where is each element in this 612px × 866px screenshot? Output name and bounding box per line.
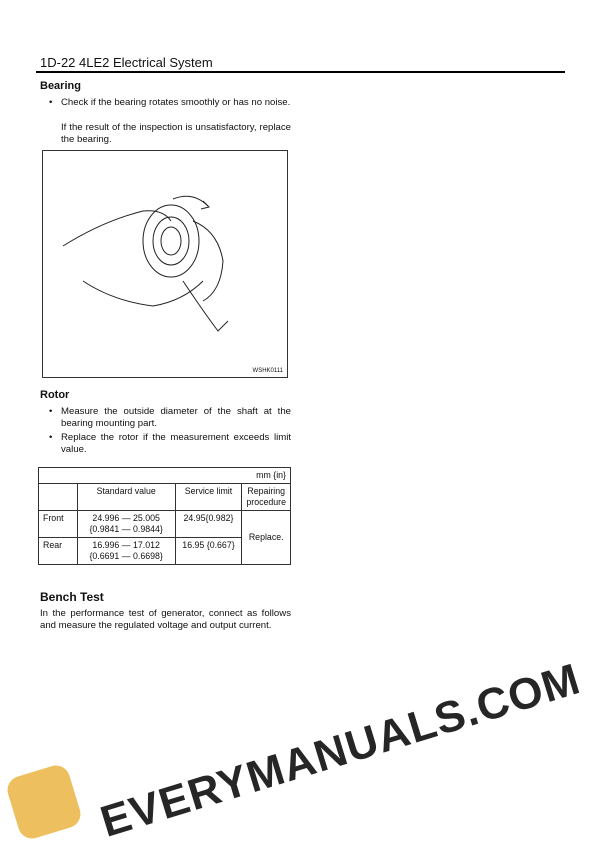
bullet-icon: • [49,432,53,443]
row-label: Front [39,511,78,538]
bearing-heading: Bearing [40,80,81,92]
header-rule [36,71,565,73]
bullet-icon: • [49,97,53,108]
header-blank [39,484,78,511]
service-limit: 24.95{0.982} [175,511,242,538]
rotor-bullet-2: Replace the rotor if the measurement exceeds limit value. [61,432,291,456]
bearing-note: If the result of the inspection is unsatisfactory, replace the bearing. [61,122,291,146]
unit-label: mm {in} [39,468,291,484]
watermark: EVERYMANUALS.COM [95,654,586,847]
bearing-illustration [43,151,287,377]
row-label: Rear [39,538,78,565]
bearing-figure [42,150,288,378]
bullet-icon: • [49,406,53,417]
header-limit: Service limit [175,484,242,511]
page-header: 1D-22 4LE2 Electrical System [40,55,213,70]
header-procedure: Repairing procedure [242,484,291,511]
service-limit: 16.95 {0.667} [175,538,242,565]
rotor-heading: Rotor [40,389,70,401]
rotor-bullet-1: Measure the outside diameter of the shaft at the bearing mounting part. [61,406,291,430]
procedure: Replace. [242,511,291,565]
table-row [39,511,291,538]
rotor-spec-table [38,467,291,565]
standard-value: 16.996 — 17.012 {0.6691 — 0.6698} [77,538,175,565]
bench-heading: Bench Test [40,590,104,604]
standard-value: 24.996 — 25.005 {0.9841 — 0.9844} [77,511,175,538]
bearing-bullet: Check if the bearing rotates smoothly or has no noise. [61,97,291,108]
figure-code: WSHK0111 [252,368,283,374]
bench-text: In the performance test of generator, connect as follows and measure the regulated voltage and output current. [40,608,291,632]
header-standard: Standard value [77,484,175,511]
watermark-logo [4,762,84,842]
